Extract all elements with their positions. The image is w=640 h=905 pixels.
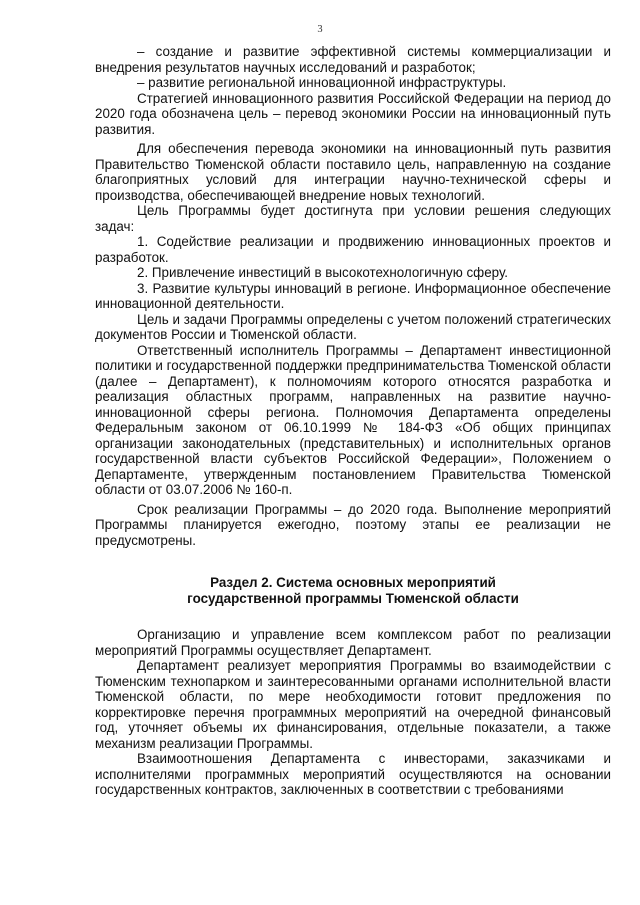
- paragraph-goals-basis: Цель и задачи Программы определены с учетом положений стратегических документов России и Тюменской области.: [95, 311, 611, 342]
- section-heading-line-2: государственной программы Тюменской области: [187, 590, 519, 606]
- page-number: 3: [317, 24, 323, 35]
- section-heading-line-1: Раздел 2. Система основных мероприятий: [210, 575, 496, 590]
- paragraph-relationships: Взаимоотношения Департамента с инвесторами, заказчиками и исполнителями программных мероприятий осуществляются на основании государственных контрактов, заключенных в соответствии с требованиями: [95, 751, 611, 797]
- paragraph-implementation-period: Срок реализации Программы – до 2020 года. Выполнение мероприятий Программы планируется ежегодно, поэтому этапы ее реализации не предусмотрены.: [95, 501, 611, 548]
- paragraph-strategy-goal: Стратегией инновационного развития Российской Федерации на период до 2020 года обозначена цель – перевод экономики России на инновационный путь развития.: [95, 90, 611, 137]
- paragraph-department-implements: Департамент реализует мероприятия Программы во взаимодействии с Тюменским технопарком и заинтересованными органами исполнительной власти Тюменской области, по мере необходимости готовит предложения по корректировке перечня программных мероприятий на очередной финансовый год, уточняет объемы их финансирования, отдельные показатели, а также механизм реализации Программы.: [95, 658, 611, 751]
- paragraph-bullet-infrastructure: – развитие региональной инновационной инфраструктуры.: [137, 75, 507, 90]
- paragraph-responsible-executor: Ответственный исполнитель Программы – Департамент инвестиционной политики и государственной поддержки предпринимательства Тюменской области (далее – Департамент), к полномочиям которого относятся разработка и реализация областных программ, направленных на развитие научно-инновационной сферы региона. Полномочия Департамента определены Федеральным законом от 06.10.1999 № 184-ФЗ «Об общих принципах организации законодательных (представительных) и исполнительных органов государственной власти субъектов Российской Федерации», Положением о Департаменте, утвержденным постановлением Правительства Тюменской области от 03.07.2006 № 160-п.: [95, 342, 611, 497]
- section-heading: [95, 575, 611, 606]
- paragraph-bullet-commercialization: – создание и развитие эффективной системы коммерциализации и внедрения результатов научных исследований и разработок;: [95, 44, 611, 75]
- paragraph-task-3: 3. Развитие культуры инноваций в регионе. Информационное обеспечение инновационной деятельности.: [95, 280, 611, 311]
- document-body: [95, 44, 611, 798]
- paragraph-organization: Организацию и управление всем комплексом работ по реализации мероприятий Программы осуществляет Департамент.: [95, 627, 611, 658]
- paragraph-government-goal: Для обеспечения перевода экономики на инновационный путь развития Правительство Тюменской области поставило цель, направленную на создание благоприятных условий для интеграции научно-технической сферы и производства, обеспечивающей внедрение новых технологий.: [95, 141, 611, 203]
- paragraph-program-goal: Цель Программы будет достигнута при условии решения следующих задач:: [95, 203, 611, 234]
- paragraph-task-1: 1. Содействие реализации и продвижению инновационных проектов и разработок.: [95, 234, 611, 265]
- paragraph-task-2: 2. Привлечение инвестиций в высокотехнологичную сферу.: [137, 265, 509, 280]
